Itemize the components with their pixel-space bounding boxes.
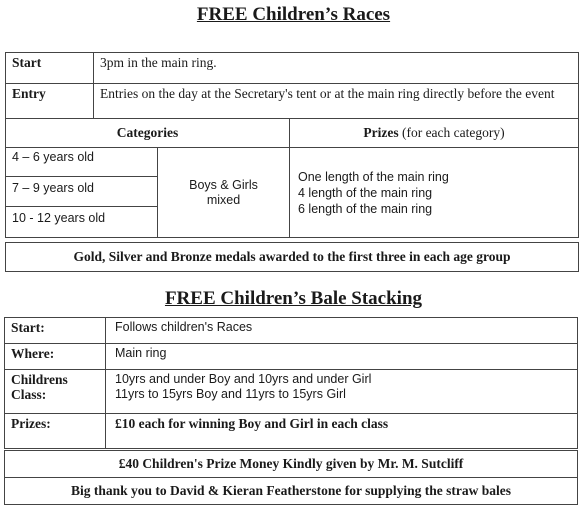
- races-start-value: 3pm in the main ring.: [93, 52, 579, 84]
- bale-prizes-label: Prizes:: [4, 413, 106, 449]
- bale-where-value: Main ring: [105, 343, 578, 370]
- races-start-label: Start: [5, 52, 94, 84]
- bale-where-label: Where:: [4, 343, 106, 370]
- bale-prizes-value: £10 each for winning Boy and Girl in each class: [105, 413, 578, 449]
- bale-thanks-note: Big thank you to David & Kieran Featherstone for supplying the straw bales: [4, 477, 578, 505]
- races-gender-cell: [157, 147, 290, 238]
- bale-start-value: Follows children's Races: [105, 317, 578, 344]
- races-prizes-header: [289, 118, 579, 148]
- races-age-group-3: 10 - 12 years old: [5, 206, 158, 238]
- races-entry-label: Entry: [5, 83, 94, 119]
- bale-class-value: [105, 369, 578, 414]
- races-categories-header: Categories: [5, 118, 290, 148]
- races-prizes-cell: [289, 147, 579, 238]
- races-prize-3: 6 length of the main ring: [298, 202, 433, 216]
- races-gender-line2: mixed: [206, 193, 241, 207]
- races-prizes-header-label: Prizes: [363, 125, 399, 140]
- bale-class-label-line2: Class:: [11, 387, 47, 402]
- races-prize-1: One length of the main ring: [298, 170, 449, 184]
- races-age-group-2: 7 – 9 years old: [5, 176, 158, 207]
- bale-class-value-line1: 10yrs and under Boy and 10yrs and under Girl: [115, 372, 372, 386]
- races-prize-2: 4 length of the main ring: [298, 186, 433, 200]
- races-age-group-1: 4 – 6 years old: [5, 147, 158, 177]
- races-entry-value: Entries on the day at the Secretary's tent or at the main ring directly before the event: [93, 83, 579, 119]
- races-prizes-header-note: (for each category): [401, 125, 505, 140]
- races-title: FREE Children’s Races: [196, 4, 391, 25]
- bale-class-label: [4, 369, 106, 414]
- bale-title: FREE Children’s Bale Stacking: [164, 288, 423, 309]
- bale-prize-money-note: £40 Children's Prize Money Kindly given by Mr. M. Sutcliff: [4, 450, 578, 478]
- bale-start-label: Start:: [4, 317, 106, 344]
- bale-class-value-line2: 11yrs to 15yrs Boy and 11yrs to 15yrs Girl: [115, 387, 346, 401]
- races-medals-note: Gold, Silver and Bronze medals awarded to the first three in each age group: [5, 242, 579, 272]
- bale-class-label-line1: Childrens: [11, 372, 68, 387]
- races-gender-line1: Boys & Girls: [189, 178, 258, 192]
